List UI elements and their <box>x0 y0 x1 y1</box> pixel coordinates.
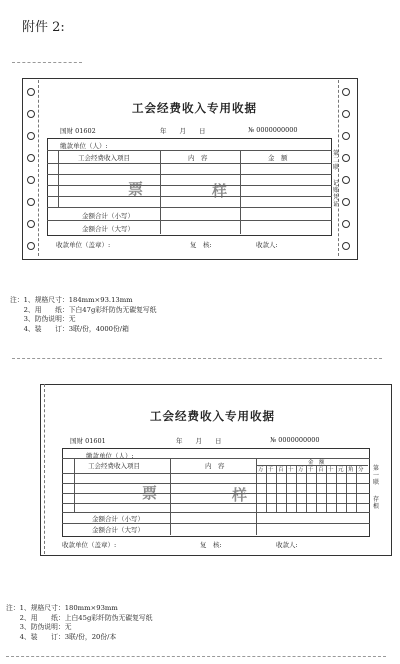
note-line: 3、防伪说明：无 <box>6 623 72 631</box>
perforation <box>44 384 45 554</box>
digit-label: 元 <box>338 467 344 473</box>
col-header-amount: 金 额 <box>268 154 288 162</box>
col-line <box>266 465 267 512</box>
sample-stamp: 样 <box>212 182 229 200</box>
voucher-label: 记账凭证 <box>332 180 339 208</box>
total-big-label: 金额合计（大写） <box>82 225 134 233</box>
note-line: 注：1、规格尺寸：180mm×93mm <box>6 604 118 612</box>
col-line <box>240 150 241 234</box>
divider <box>6 656 386 657</box>
col-header-content: 内 容 <box>205 462 225 470</box>
form-number: 国财 01601 <box>70 437 106 445</box>
row-line <box>47 174 332 175</box>
col-line <box>346 465 347 512</box>
col-line <box>306 465 307 512</box>
punch-hole <box>342 132 350 140</box>
payer-label: 缴款单位（人）: <box>60 142 108 150</box>
row-line <box>47 163 332 164</box>
spec-notes-2 <box>6 604 152 642</box>
punch-hole <box>342 110 350 118</box>
sample-stamp: 票 <box>128 180 145 198</box>
col-line <box>356 465 357 512</box>
punch-hole <box>27 88 35 96</box>
reviewer-label: 复 核: <box>200 541 222 549</box>
date-label: 年 月 日 <box>176 437 222 445</box>
row-line <box>62 473 370 474</box>
col-line <box>286 465 287 512</box>
perforation <box>38 80 39 256</box>
note-line: 2、用 纸：下白47g彩纤防伪无碳复写纸 <box>10 305 157 314</box>
stub-label: 存根 <box>372 496 379 510</box>
receiver-unit-label: 收款单位（盖章）: <box>56 241 111 249</box>
col-line <box>336 465 337 512</box>
col-line <box>256 458 257 535</box>
digit-label: 万 <box>298 467 304 473</box>
punch-hole <box>27 132 35 140</box>
punch-hole <box>27 220 35 228</box>
digit-label: 十 <box>328 467 334 473</box>
row-line <box>47 185 332 186</box>
punch-hole <box>342 154 350 162</box>
row-line <box>62 503 370 504</box>
col-line <box>276 465 277 512</box>
col-line <box>58 150 59 207</box>
col-header-item: 工会经费收入项目 <box>88 462 140 470</box>
row-line <box>47 220 332 221</box>
note-line: 2、用 纸：上白45g彩纤防伪无碳复写纸 <box>6 613 153 622</box>
digit-label: 千 <box>308 467 314 473</box>
form-number: 国财 01602 <box>60 127 96 135</box>
note-line: 3、防伪说明：无 <box>10 315 76 323</box>
punch-hole <box>27 154 35 162</box>
total-big-label: 金额合计（大写） <box>92 526 144 534</box>
row-line <box>47 150 332 151</box>
receiver-label: 收款人: <box>256 241 278 249</box>
col-line <box>74 458 75 512</box>
col-line <box>316 465 317 512</box>
note-line: 4、装 订：3联/份，4000份/箱 <box>10 324 129 333</box>
row-line <box>62 523 370 524</box>
receiver-unit-label: 收款单位（盖章）: <box>62 541 117 549</box>
amount-digit-header <box>256 465 368 473</box>
punch-hole <box>27 242 35 250</box>
punch-hole <box>342 176 350 184</box>
divider <box>12 358 382 359</box>
copy-label: 第一联 <box>372 465 379 486</box>
col-line <box>160 150 161 234</box>
digit-label: 分 <box>358 467 364 473</box>
serial-number: № 0000000000 <box>270 436 320 444</box>
col-header-amount: 金 额 <box>308 460 325 466</box>
payer-label: 缴款单位（人）: <box>86 452 134 460</box>
sample-stamp: 样 <box>232 486 249 504</box>
digit-label: 角 <box>348 467 354 473</box>
digit-label: 百 <box>318 467 324 473</box>
col-line <box>326 465 327 512</box>
form-title: 工会经费收入专用收据 <box>150 409 275 423</box>
col-line <box>170 458 171 535</box>
digit-label: 千 <box>268 467 274 473</box>
row-line <box>47 196 332 197</box>
punch-hole <box>27 110 35 118</box>
divider <box>12 62 82 63</box>
sample-stamp: 票 <box>142 484 159 502</box>
spec-notes-1 <box>10 296 156 334</box>
punch-hole <box>342 220 350 228</box>
col-line <box>296 465 297 512</box>
digit-label: 万 <box>258 467 264 473</box>
form-title: 工会经费收入专用收据 <box>132 101 257 115</box>
row-line <box>62 493 370 494</box>
attachment-header: 附件 2: <box>22 20 65 35</box>
total-small-label: 金额合计（小写） <box>82 212 134 220</box>
digit-label: 十 <box>288 467 294 473</box>
total-small-label: 金额合计（小写） <box>92 515 144 523</box>
note-line: 4、装 订：3联/份，20份/本 <box>6 632 117 641</box>
punch-hole <box>27 198 35 206</box>
reviewer-label: 复 核: <box>190 241 212 249</box>
row-line <box>256 465 368 466</box>
punch-hole <box>27 176 35 184</box>
col-header-content: 内 容 <box>188 154 208 162</box>
serial-number: № 0000000000 <box>248 126 298 134</box>
punch-hole <box>342 198 350 206</box>
digit-label: 百 <box>278 467 284 473</box>
col-header-item: 工会经费收入项目 <box>78 154 130 162</box>
punch-hole <box>342 242 350 250</box>
row-line <box>62 512 370 513</box>
receiver-label: 收款人: <box>276 541 298 549</box>
note-line: 注：1、规格尺寸：184mm×93.13mm <box>10 296 133 304</box>
date-label: 年 月 日 <box>160 127 206 135</box>
punch-hole <box>342 88 350 96</box>
row-line <box>62 483 370 484</box>
copy-label: 第二联 <box>332 150 339 171</box>
row-line <box>47 207 332 208</box>
